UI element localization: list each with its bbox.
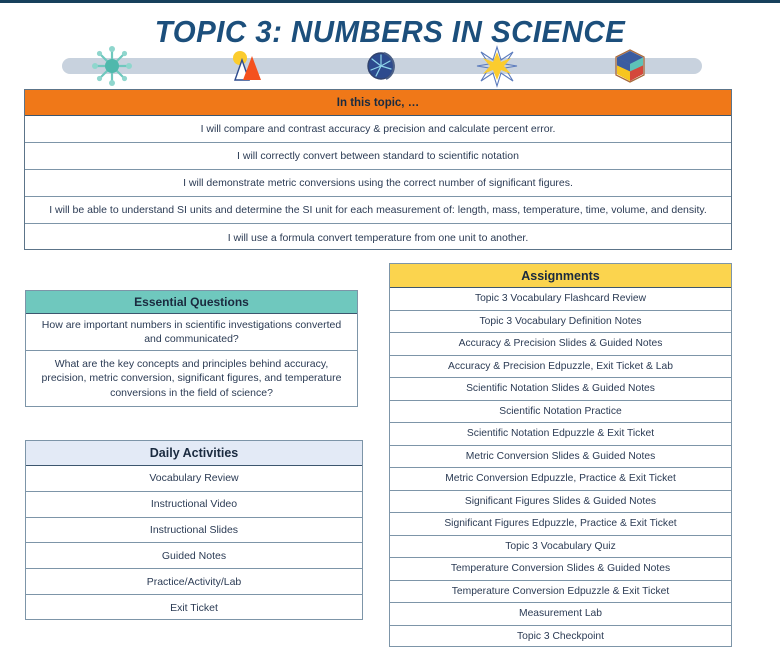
mountain-sunrise-icon (223, 44, 267, 88)
table-row: Temperature Conversion Slides & Guided Notes (390, 558, 731, 581)
table-row: I will compare and contrast accuracy & precision and calculate percent error. (25, 116, 731, 143)
table-row: Scientific Notation Slides & Guided Notes (390, 378, 731, 401)
table-row: I will be able to understand SI units and determine the SI unit for each measurement of: length, mass, temperature, time, volume, and density. (25, 197, 731, 224)
table-row: Temperature Conversion Edpuzzle & Exit Ticket (390, 581, 731, 604)
essential-questions-header: Essential Questions (26, 291, 357, 314)
page-title: TOPIC 3: NUMBERS IN SCIENCE (154, 14, 626, 49)
table-row: I will correctly convert between standard to scientific notation (25, 143, 731, 170)
table-row: Practice/Activity/Lab (26, 569, 362, 595)
table-row: Metric Conversion Slides & Guided Notes (390, 446, 731, 469)
table-row: Guided Notes (26, 543, 362, 569)
assignments-header: Assignments (390, 264, 731, 288)
table-row: Topic 3 Vocabulary Quiz (390, 536, 731, 559)
compass-globe-icon (360, 44, 404, 88)
table-row: Scientific Notation Practice (390, 401, 731, 424)
table-row: Vocabulary Review (26, 466, 362, 492)
topic-progress-bar (62, 58, 702, 74)
daily-activities-header: Daily Activities (26, 441, 362, 466)
table-row: Significant Figures Slides & Guided Notes (390, 491, 731, 514)
table-row: Topic 3 Vocabulary Flashcard Review (390, 288, 731, 311)
assignments-table (389, 263, 732, 647)
table-row: Metric Conversion Edpuzzle, Practice & Exit Ticket (390, 468, 731, 491)
table-row: I will use a formula convert temperature from one unit to another. (227, 231, 529, 244)
table-row: How are important numbers in scientific investigations converted and communicated? (26, 314, 357, 351)
sun-burst-icon (475, 44, 519, 88)
in-this-topic-table (24, 89, 732, 250)
table-row: Measurement Lab (390, 603, 731, 626)
table-row: Topic 3 Checkpoint (516, 631, 604, 643)
daily-activities-table (25, 440, 363, 620)
essential-questions-table (25, 290, 358, 407)
table-row: Instructional Slides (26, 518, 362, 544)
table-row: Accuracy & Precision Edpuzzle, Exit Ticket & Lab (390, 356, 731, 379)
table-row: Scientific Notation Edpuzzle & Exit Ticket (390, 423, 731, 446)
table-row: Topic 3 Vocabulary Definition Notes (390, 311, 731, 334)
top-accent-strip (0, 0, 780, 3)
table-row: Accuracy & Precision Slides & Guided Notes (390, 333, 731, 356)
in-this-topic-header: In this topic, … (25, 90, 731, 116)
table-row: Significant Figures Edpuzzle, Practice & Exit Ticket (390, 513, 731, 536)
table-row: I will demonstrate metric conversions using the correct number of significant figures. (25, 170, 731, 197)
table-row: What are the key concepts and principles behind accuracy, precision, metric conversion, significant figures, and temperature conversions in the field of science? (41, 358, 342, 399)
table-row: Exit Ticket (170, 601, 218, 614)
table-row: Instructional Video (26, 492, 362, 518)
cube-icon (608, 44, 652, 88)
atom-icon (90, 44, 134, 88)
